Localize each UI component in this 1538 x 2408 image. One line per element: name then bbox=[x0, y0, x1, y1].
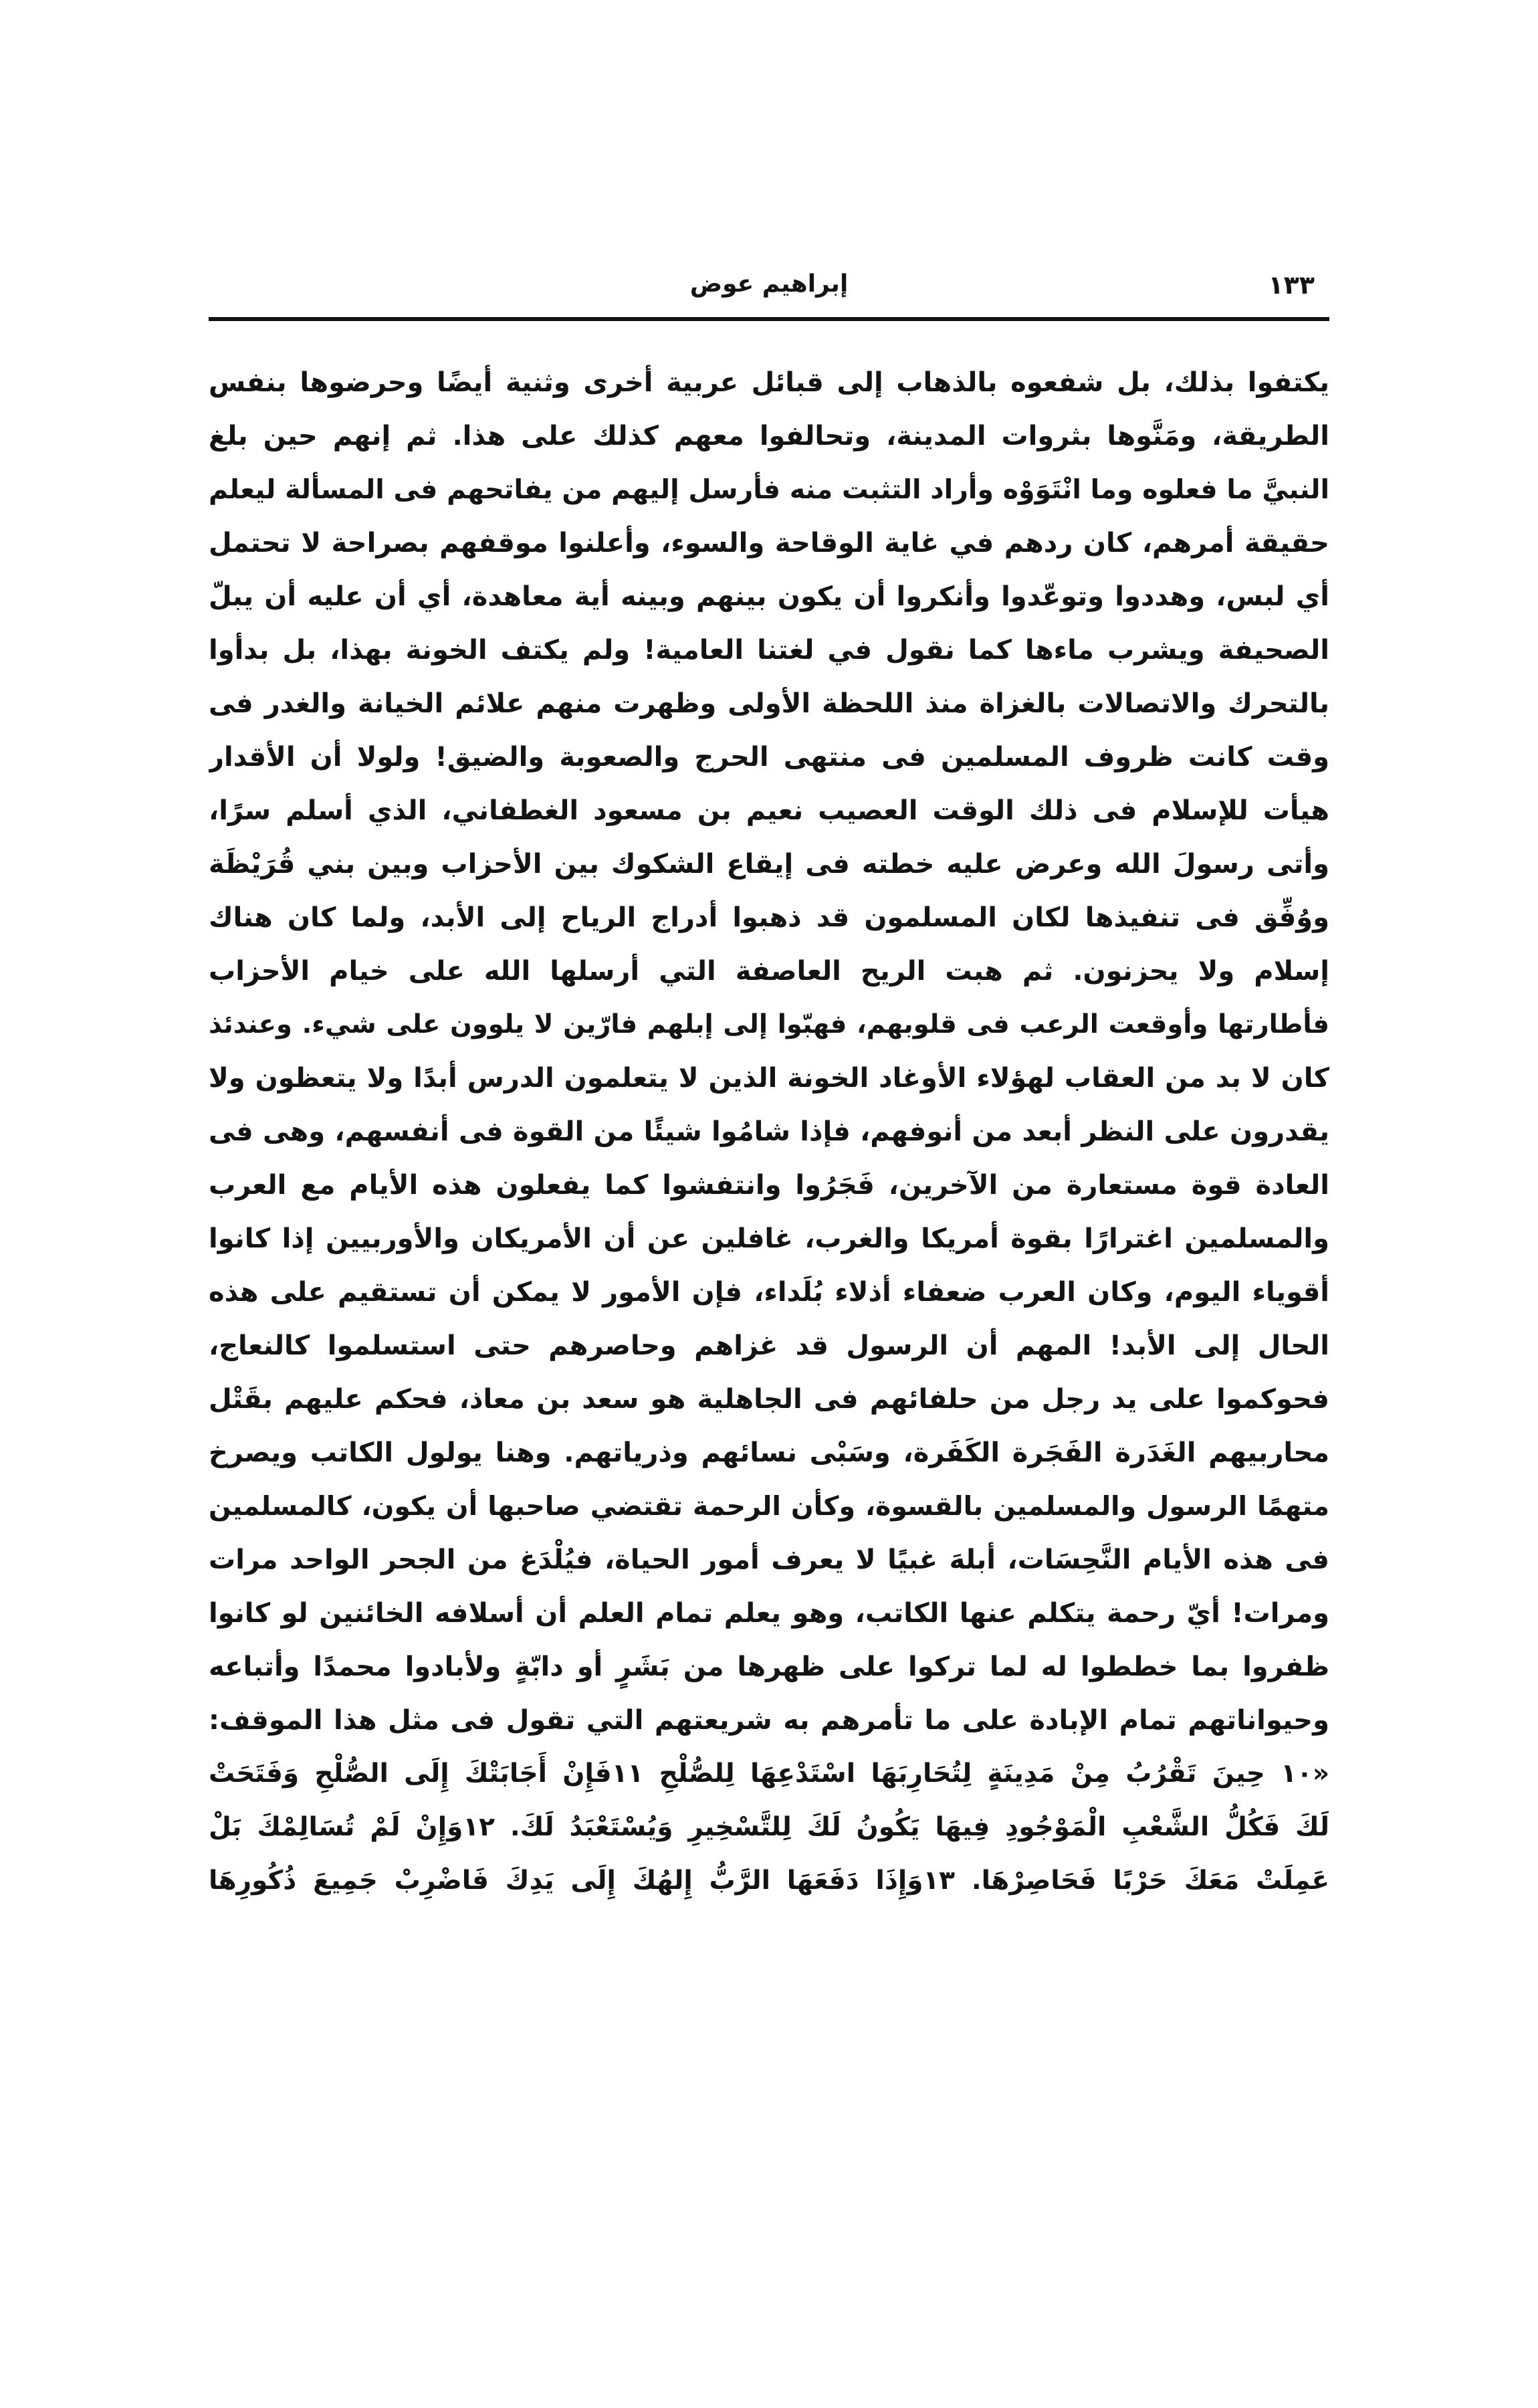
text-line: والمسلمين اغترارًا بقوة أمريكا والغرب، غافلين عن أن الأمريكان والأوربيين إذا كانوا bbox=[209, 1223, 1329, 1254]
quote-line: لَكَ فَكُلُّ الشَّعْبِ الْمَوْجُودِ فِيهَا يَكُونُ لَكَ لِلتَّسْخِيرِ وَيُسْتَعْبَدُ لَكَ. ١٢وَإِنْ لَمْ تُسَالِمْكَ بَلْ bbox=[209, 1812, 1329, 1842]
text-line: أقوياء اليوم، وكان العرب ضعفاء أذلاء بُلَداء، فإن الأمور لا يمكن أن تستقيم على هذه bbox=[209, 1277, 1329, 1308]
text-line: ظفروا بما خططوا له لما تركوا على ظهرها من بَشَرٍ أو دابّةٍ ولأبادوا محمدًا وأتباعه bbox=[209, 1651, 1329, 1682]
text-line: هيأت للإسلام فى ذلك الوقت العصيب نعيم بن مسعود الغطفاني، الذي أسلم سرًا، bbox=[209, 795, 1329, 826]
quote-line: عَمِلَتْ مَعَكَ حَرْبًا فَحَاصِرْهَا. ١٣وَإِذَا دَفَعَهَا الرَّبُّ إِلهُكَ إِلَى يَدِكَ فَاضْرِبْ جَمِيعَ ذُكُورِهَا bbox=[209, 1866, 1329, 1896]
body-text bbox=[209, 356, 1329, 1908]
text-line: فى هذه الأيام النَّحِسَات، أبلهَ غبيًا لا يعرف أمور الحياة، فيُلْدَغ من الجحر الواحد مرات bbox=[209, 1544, 1329, 1575]
text-line: ومرات! أيّ رحمة يتكلم عنها الكاتب، وهو يعلم تمام العلم أن أسلافه الخائنين لو كانوا bbox=[209, 1598, 1329, 1629]
running-title: إبراهيم عوض bbox=[689, 270, 849, 298]
text-line: العادة قوة مستعارة من الآخرين، فَجَرُوا وانتفشوا كما يفعلون هذه الأيام مع العرب bbox=[209, 1170, 1329, 1201]
text-line: ووُفِّق فى تنفيذها لكان المسلمون قد ذهبوا أدراج الرياح إلى الأبد، ولما كان هناك bbox=[209, 902, 1329, 933]
page-header bbox=[209, 266, 1329, 309]
text-line: محاربيهم الغَدَرة الفَجَرة الكَفَرة، وسَبْى نسائهم وذرياتهم. وهنا يولول الكاتب ويصرخ bbox=[209, 1437, 1329, 1468]
text-line: وأتى رسولَ الله وعرض عليه خطته فى إيقاع الشكوك بين الأحزاب وبين بني قُرَيْظَة bbox=[209, 849, 1329, 880]
text-line: متهمًا الرسول والمسلمين بالقسوة، وكأن الرحمة تقتضي صاحبها أن يكون، كالمسلمين bbox=[209, 1491, 1329, 1522]
text-line: أي لبس، وهددوا وتوعّدوا وأنكروا أن يكون بينهم وبينه أية معاهدة، أي أن عليه أن يبلّ bbox=[209, 581, 1329, 612]
page-number: ١٣٣ bbox=[1268, 270, 1315, 300]
text-line: فحوكموا على يد رجل من حلفائهم فى الجاهلية هو سعد بن معاذ، فحكم عليهم بقَتْل bbox=[209, 1384, 1329, 1415]
header-rule bbox=[209, 317, 1329, 321]
text-line: يقدرون على النظر أبعد من أنوفهم، فإذا شامُوا شيئًا من القوة فى أنفسهم، وهى فى bbox=[209, 1116, 1329, 1147]
text-line: وحيواناتهم تمام الإبادة على ما تأمرهم به شريعتهم التي تقول فى مثل هذا الموقف: bbox=[209, 1705, 1329, 1736]
text-line: إسلام ولا يحزنون. ثم هبت الريح العاصفة التي أرسلها الله على خيام الأحزاب bbox=[209, 956, 1329, 987]
text-line: الحال إلى الأبد! المهم أن الرسول قد غزاهم وحاصرهم حتى استسلموا كالنعاج، bbox=[209, 1330, 1329, 1361]
text-line: حقيقة أمرهم، كان ردهم في غاية الوقاحة والسوء، وأعلنوا موقفهم بصراحة لا تحتمل bbox=[209, 528, 1329, 559]
text-line: النبيَّ ما فعلوه وما انْتَوَوْه وأراد التثبت منه فأرسل إليهم من يفاتحهم فى المسألة ليعلم bbox=[209, 474, 1329, 505]
text-line: وقت كانت ظروف المسلمين فى منتهى الحرج والصعوبة والضيق! ولولا أن الأقدار bbox=[209, 742, 1329, 773]
text-line: بالتحرك والاتصالات بالغزاة منذ اللحظة الأولى وظهرت منهم علائم الخيانة والغدر فى bbox=[209, 688, 1329, 719]
text-line: يكتفوا بذلك، بل شفعوه بالذهاب إلى قبائل عربية أخرى وثنية أيضًا وحرضوها بنفس bbox=[209, 367, 1329, 398]
text-line: الطريقة، ومَنَّوها بثروات المدينة، وتحالفوا معهم كذلك على هذا. ثم إنهم حين بلغ bbox=[209, 421, 1329, 452]
text-line: فأطارتها وأوقعت الرعب فى قلوبهم، فهبّوا إلى إبلهم فارّين لا يلوون على شيء. وعندئذ bbox=[209, 1009, 1329, 1039]
text-line: كان لا بد من العقاب لهؤلاء الأوغاد الخونة الذين لا يتعلمون الدرس أبدًا ولا يتعظون ولا bbox=[209, 1063, 1329, 1094]
quote-line: «١٠ حِينَ تَقْرُبُ مِنْ مَدِينَةٍ لِتُحَارِبَهَا اسْتَدْعِهَا لِلصُّلْحِ ١١فَإِنْ أَجَابَتْكَ إِلَى الصُّلْحِ وَفَتَحَتْ bbox=[209, 1759, 1329, 1789]
text-line: الصحيفة ويشرب ماءها كما نقول في لغتنا العامية! ولم يكتف الخونة بهذا، بل بدأوا bbox=[209, 635, 1329, 666]
